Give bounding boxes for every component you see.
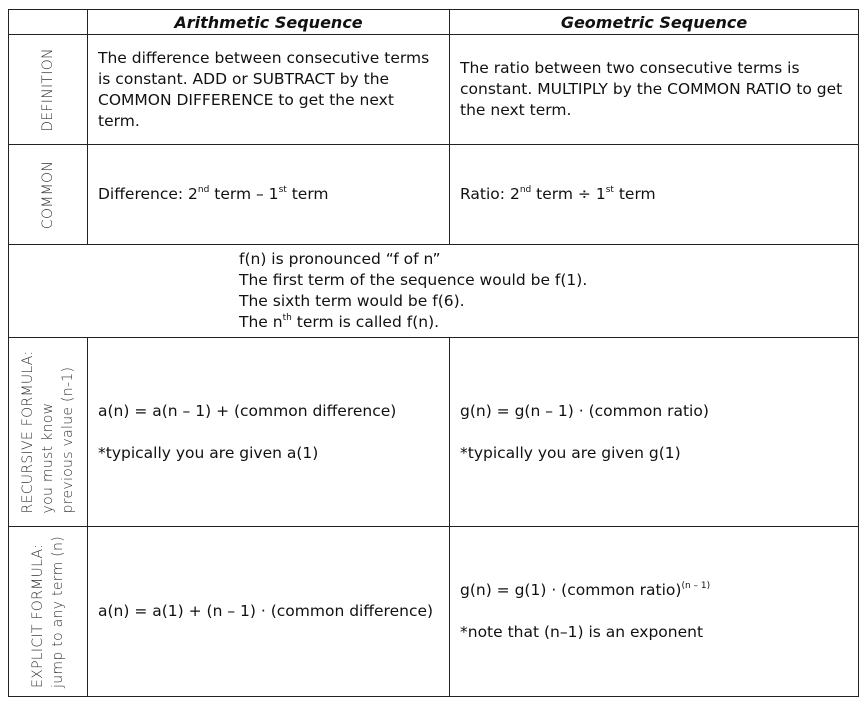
definition-row (9, 35, 859, 145)
geometric-explicit-cell (450, 527, 859, 697)
notation-cell (9, 245, 859, 338)
arithmetic-explicit-cell (88, 527, 450, 697)
notation-line-3: The sixth term would be f(6). (239, 292, 465, 310)
common-label-cell (9, 145, 88, 245)
arithmetic-recursive-note: *typically you are given a(1) (98, 443, 319, 462)
common-difference-cell (88, 145, 450, 245)
geometric-definition: The ratio between two consecutive terms is constant. MULTIPLY by the COMMON RATIO to get the next term. (460, 59, 843, 119)
recursive-label: RECURSIVE FORMULA: you must know previous value (n-1) (20, 350, 76, 514)
recursive-row (9, 338, 859, 527)
definition-label: DEFINITION (40, 47, 56, 132)
common-label: COMMON (40, 160, 56, 229)
notation-row (9, 245, 859, 338)
common-ratio-cell (450, 145, 859, 245)
definition-label-cell (9, 35, 88, 145)
explicit-label: EXPLICIT FORMULA: jump to any term (n) (30, 535, 66, 688)
geometric-explicit-note: *note that (n–1) is an exponent (460, 623, 704, 641)
recursive-label-cell (9, 338, 88, 527)
geometric-explicit-formula: g(n) = g(1) · (common ratio)$^{(n - 1)}$ (460, 581, 711, 599)
exponent: (n – 1) (681, 581, 711, 591)
notation-text (9, 245, 858, 337)
header-row (9, 10, 859, 35)
explicit-label-cell (9, 527, 88, 697)
common-difference-text: Difference: 2nd term – 1st term (98, 185, 329, 203)
notation-line-4: The $n^{th}$ term is called f(n). (239, 313, 440, 331)
geometric-recursive-note: *typically you are given g(1) (460, 443, 681, 462)
arithmetic-recursive-cell (88, 338, 450, 527)
geometric-recursive-cell (450, 338, 859, 527)
notation-line-2: The first term of the sequence would be f(1). (239, 271, 588, 289)
geometric-header: Geometric Sequence (450, 10, 859, 35)
corner-cell (9, 10, 88, 35)
common-row (9, 145, 859, 245)
arithmetic-header: Arithmetic Sequence (88, 10, 450, 35)
common-ratio-text: Ratio: 2nd term ÷ 1st term (460, 185, 656, 203)
arithmetic-definition: The difference between consecutive terms is constant. ADD or SUBTRACT by the COMMON DIFFERENCE to get the next term. (98, 48, 430, 130)
notation-line-1: f(n) is pronounced “f of n” (239, 250, 441, 268)
geometric-definition-cell (450, 35, 859, 145)
explicit-row (9, 527, 859, 697)
geometric-recursive-formula: g(n) = g(n – 1) · (common ratio) (460, 401, 709, 420)
sequence-comparison-table (8, 9, 859, 697)
arithmetic-explicit-formula: a(n) = a(1) + (n – 1) · (common difference) (98, 602, 434, 620)
arithmetic-definition-cell (88, 35, 450, 145)
arithmetic-recursive-formula: a(n) = a(n – 1) + (common difference) (98, 401, 397, 420)
